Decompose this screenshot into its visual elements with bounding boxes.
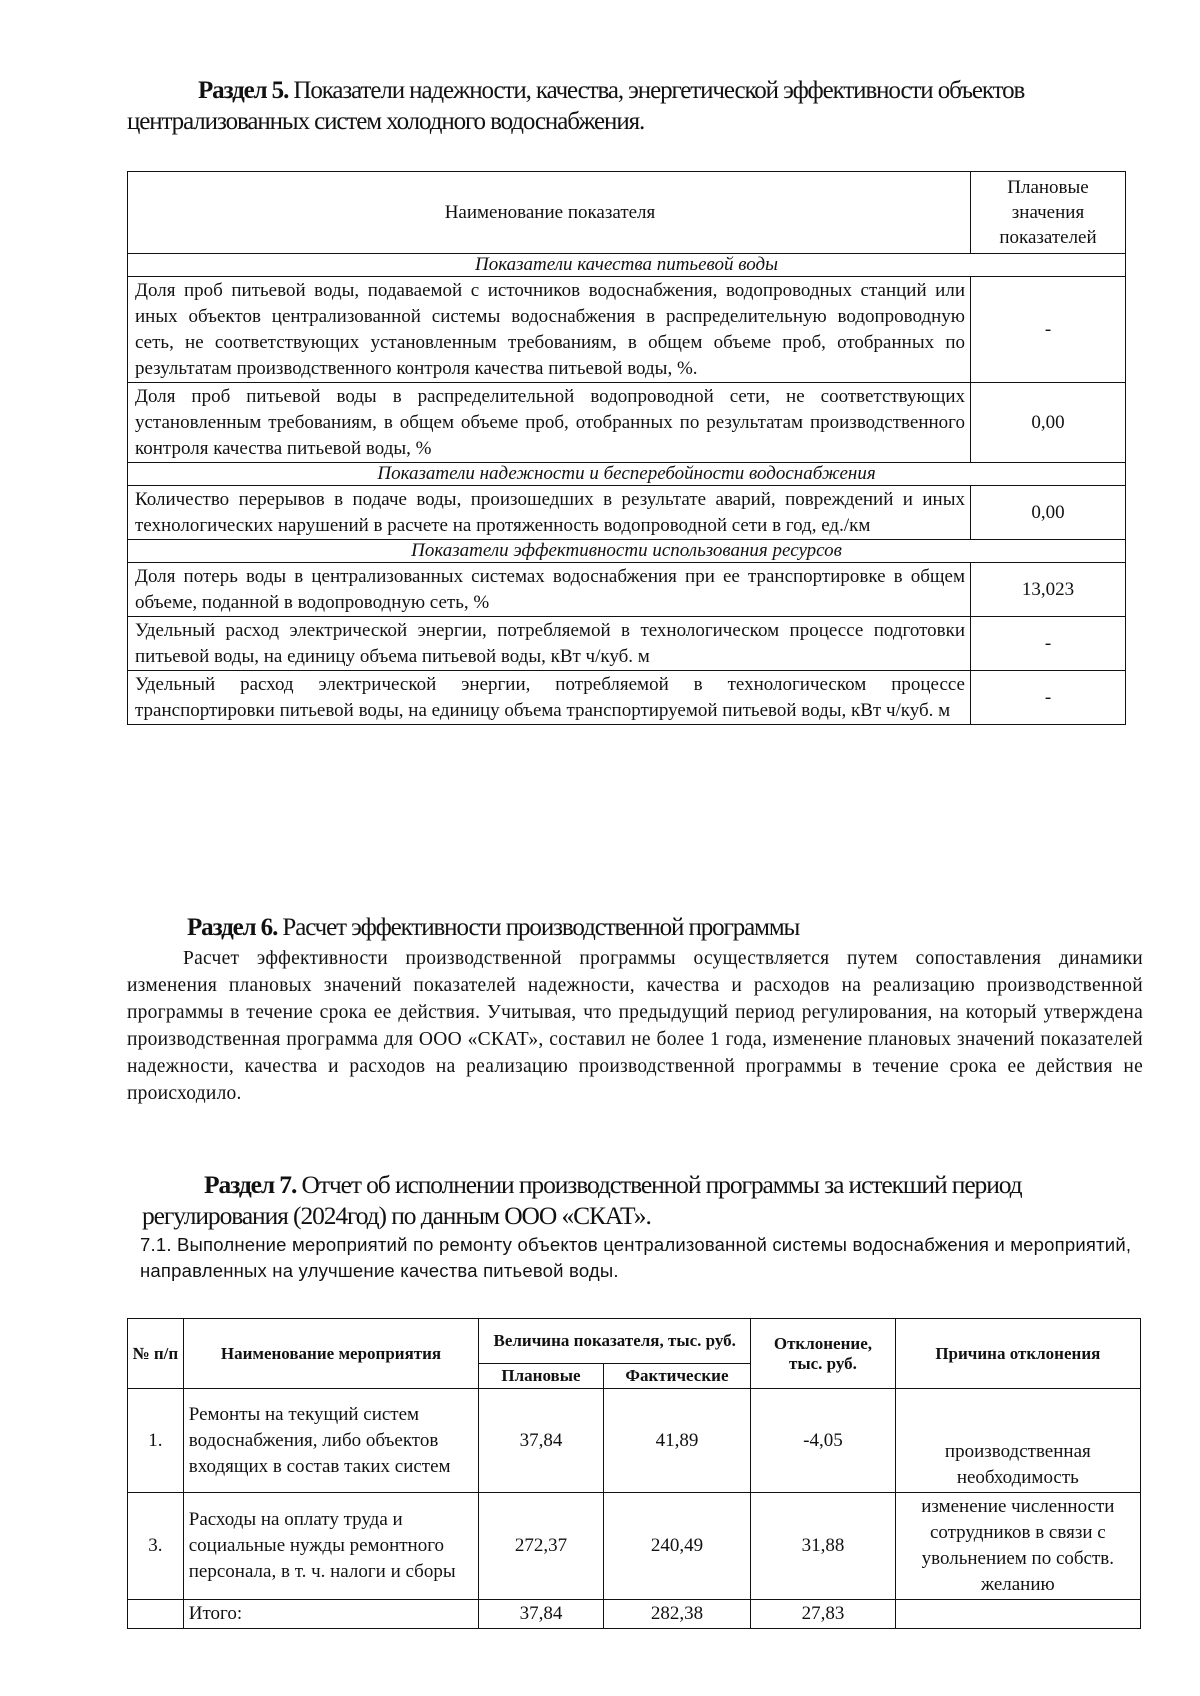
row-num: 3. <box>128 1493 184 1600</box>
row-deviation: -4,05 <box>751 1389 895 1493</box>
report-row <box>128 1493 1141 1600</box>
section6-title: Расчет эффективности производственной программы <box>282 914 800 941</box>
row-event-name: Ремонты на текущий систем водоснабжения, либо объектов входящих в состав таких систем <box>183 1389 478 1493</box>
indicator-text: Количество перерывов в подаче воды, произошедших в результате аварий, повреждений и иных технологических нарушений в расчете на протяженность водопроводной сети в год, ед./км <box>128 486 971 540</box>
section6-body: Расчет эффективности производственной программы осуществляется путем сопоставления динамики изменения плановых значений показателей надежности, качества и расходов на реализацию производственной программы в течение срока ее действия. Учитывая, что предыдущий период регулирования, на который утверждена производственная программа для ООО «СКАТ», составил не более 1 года, изменение плановых значений показателей надежности, качества и расходов на реализацию производственной программы в течение срока ее действия не происходило. <box>127 948 1143 1104</box>
indicator-text: Удельный расход электрической энергии, потребляемой в технологическом процессе транспортировки питьевой воды, на единицу объема транспортируемой питьевой воды, кВт ч/куб. м <box>128 671 971 725</box>
indicator-value: - <box>971 617 1126 671</box>
indicator-row <box>128 671 1126 725</box>
header-deviation: Отклонение, тыс. руб. <box>751 1319 895 1389</box>
category-efficiency: Показатели эффективности использования ресурсов <box>128 540 1126 563</box>
indicators-table <box>127 171 1126 725</box>
header-name-cell: Наименование показателя <box>128 172 971 254</box>
row-reason: производственная необходимость <box>895 1389 1140 1493</box>
report-header-row <box>128 1319 1141 1364</box>
row-event-name: Расходы на оплату труда и социальные нужды ремонтного персонала, в т. ч. налоги и сборы <box>183 1493 478 1600</box>
section7-title: Отчет об исполнении производственной программы за истекший период регулирования (2024год) по данным ООО «СКАТ». <box>142 1170 1022 1230</box>
indicator-value: - <box>971 277 1126 383</box>
section7-subheading: 7.1. Выполнение мероприятий по ремонту объектов централизованной системы водоснабжения и мероприятий, направленных на улучшение качества питьевой воды. <box>140 1234 1132 1281</box>
report-total-row <box>128 1600 1141 1629</box>
total-deviation: 27,83 <box>751 1600 895 1629</box>
row-deviation: 31,88 <box>751 1493 895 1600</box>
header-value-group: Величина показателя, тыс. руб. <box>479 1319 751 1364</box>
category-row <box>128 540 1126 563</box>
total-fact: 282,38 <box>603 1600 751 1629</box>
indicator-text: Удельный расход электрической энергии, потребляемой в технологическом процессе подготовки питьевой воды, на единицу объема питьевой воды, кВт ч/куб. м <box>128 617 971 671</box>
header-fact: Фактические <box>603 1364 751 1389</box>
indicator-row <box>128 617 1126 671</box>
indicator-row <box>128 486 1126 540</box>
total-label: Итого: <box>183 1600 478 1629</box>
indicator-value: 13,023 <box>971 563 1126 617</box>
total-reason-empty <box>895 1600 1140 1629</box>
section6-label: Раздел 6. <box>187 914 278 941</box>
row-plan: 37,84 <box>479 1389 603 1493</box>
indicator-text: Доля проб питьевой воды, подаваемой с источников водоснабжения, водопроводных станций или иных объектов централизованной системы водоснабжения в распределительную водопроводную сеть, не соответствующих установленным требованиям, в общем объеме проб, отобранных по результатам производственного контроля качества питьевой воды, %. <box>128 277 971 383</box>
indicator-row <box>128 563 1126 617</box>
report-row <box>128 1389 1141 1493</box>
indicator-row <box>128 277 1126 383</box>
indicators-header-row <box>128 172 1126 254</box>
row-num: 1. <box>128 1389 184 1493</box>
section5-label: Раздел 5. <box>198 77 289 104</box>
row-fact: 240,49 <box>603 1493 751 1600</box>
category-quality: Показатели качества питьевой воды <box>128 254 1126 277</box>
section6-heading <box>187 912 1147 943</box>
category-row <box>128 463 1126 486</box>
category-row <box>128 254 1126 277</box>
section7-label: Раздел 7. <box>204 1170 297 1199</box>
indicator-value: 0,00 <box>971 486 1126 540</box>
header-num: № п/п <box>128 1319 184 1389</box>
report-table <box>127 1318 1141 1629</box>
section5-title: Показатели надежности, качества, энергетической эффективности объектов централизованных систем холодного водоснабжения. <box>127 77 1025 135</box>
indicator-text: Доля проб питьевой воды в распределительной водопроводной сети, не соответствующих установленным требованиям, в общем объеме проб, отобранных по результатам производственного контроля качества питьевой воды, % <box>128 383 971 463</box>
indicator-row <box>128 383 1126 463</box>
indicator-value: - <box>971 671 1126 725</box>
total-plan: 37,84 <box>479 1600 603 1629</box>
header-reason: Причина отклонения <box>895 1319 1140 1389</box>
header-plan: Плановые <box>479 1364 603 1389</box>
row-reason: изменение численности сотрудников в связи с увольнением по собств. желанию <box>895 1493 1140 1600</box>
indicator-value: 0,00 <box>971 383 1126 463</box>
header-event-name: Наименование мероприятия <box>183 1319 478 1389</box>
row-plan: 272,37 <box>479 1493 603 1600</box>
indicator-text: Доля потерь воды в централизованных системах водоснабжения при ее транспортировке в общем объеме, поданной в водопроводную сеть, % <box>128 563 971 617</box>
category-reliability: Показатели надежности и бесперебойности водоснабжения <box>128 463 1126 486</box>
section5-heading <box>127 75 1147 137</box>
row-fact: 41,89 <box>603 1389 751 1493</box>
total-num-empty <box>128 1600 184 1629</box>
header-value-cell: Плановые значения показателей <box>971 172 1126 254</box>
section7-heading <box>142 1169 1145 1231</box>
